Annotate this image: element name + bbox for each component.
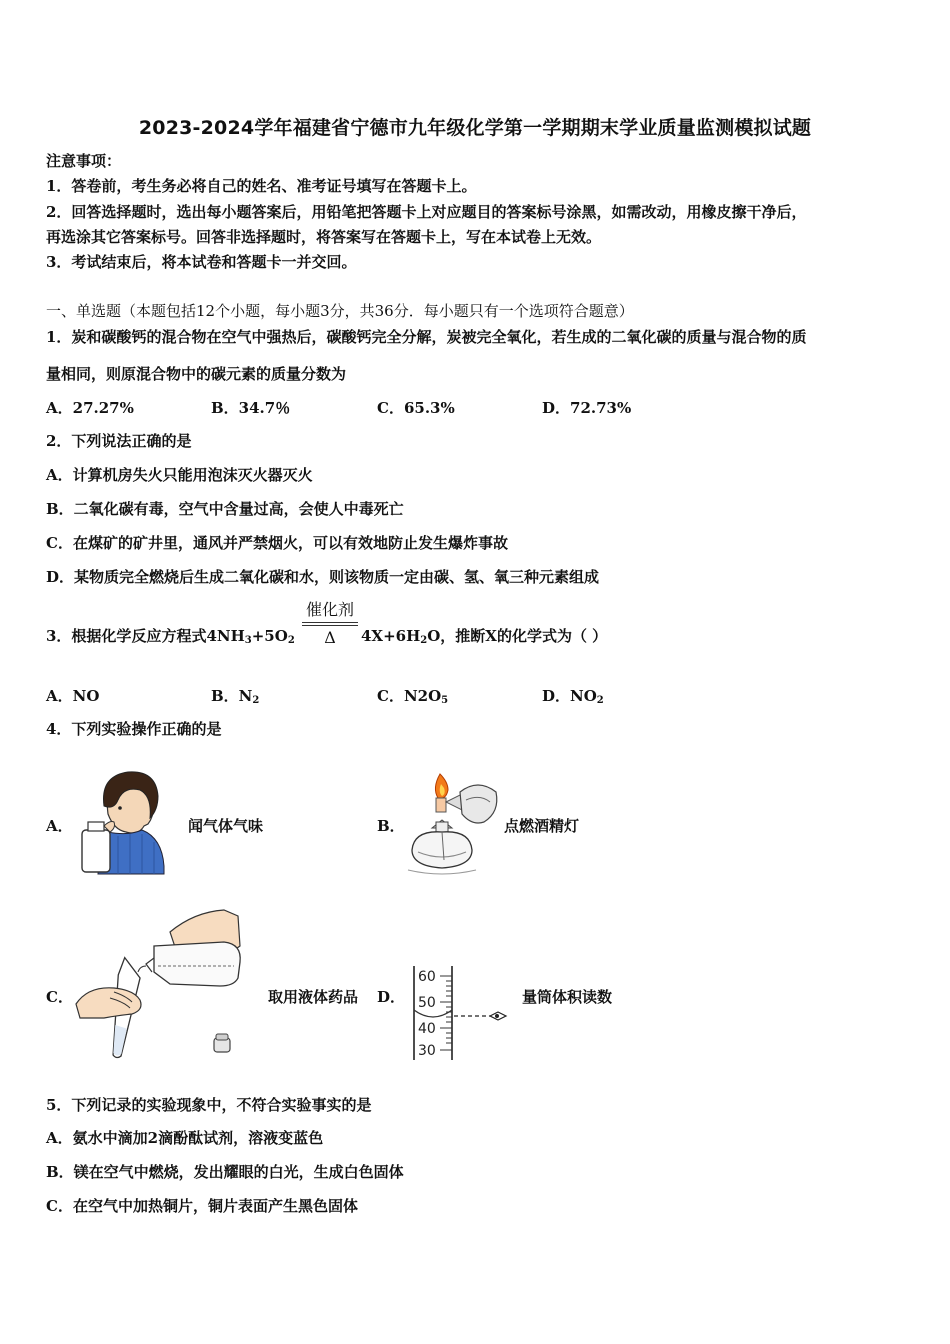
cylinder-tick-60: 60 [418, 969, 436, 985]
exam-title: 2023-2024学年福建省宁德市九年级化学第一学期期末学业质量监测模拟试题 [138, 117, 812, 139]
q4-option-b-letter: B． [377, 817, 405, 835]
notice-item-1: 1．答卷前，考生务必将自己的姓名、准考证号填写在答题卡上。 [46, 177, 477, 195]
q1-option-b: B．34.7％ [211, 399, 291, 417]
q1-option-c: C．65.3% [377, 399, 455, 417]
q4-option-a-caption: 闻气体气味 [188, 817, 264, 835]
cylinder-tick-30: 30 [418, 1043, 436, 1059]
q3-equation-left: 3．根据化学反应方程式$4NH_3+5O_2$ [46, 627, 295, 646]
q2-stem: 2．下列说法正确的是 [46, 432, 192, 450]
q5-stem: 5．下列记录的实验现象中，不符合实验事实的是 [46, 1096, 372, 1114]
pouring-liquid-illustration [74, 906, 246, 1060]
q2-option-c: C．在煤矿的矿井里，通风并严禁烟火，可以有效地防止发生爆炸事故 [46, 534, 508, 552]
graduated-cylinder-illustration [408, 964, 512, 1064]
q1-option-d: D．72.73% [542, 399, 632, 417]
q3-option-d: D．$NO_2$ [542, 687, 604, 706]
lighting-alcohol-lamp-illustration [402, 770, 502, 876]
q1-stem-line2: 量相同，则原混合物中的碳元素的质量分数为 [46, 365, 347, 383]
q3-option-c: C．$N2O_5$ [377, 687, 449, 706]
q1-stem-line1: 1．炭和碳酸钙的混合物在空气中强热后，碳酸钙完全分解，炭被完全氧化，若生成的二氧化碳的质量与混合物的质 [46, 328, 807, 346]
q4-stem: 4．下列实验操作正确的是 [46, 720, 222, 738]
cylinder-tick-40: 40 [418, 1021, 436, 1037]
notice-heading: 注意事项： [46, 152, 122, 170]
q3-reaction-condition [302, 600, 358, 648]
q2-option-a: A．计算机房失火只能用泡沫灭火器灭火 [46, 466, 313, 484]
q2-option-b: B．二氧化碳有毒，空气中含量过高，会使人中毒死亡 [46, 500, 404, 518]
notice-item-2-cont: 再选涂其它答案标号。回答非选择题时，将答案写在答题卡上，写在本试卷上无效。 [46, 228, 602, 246]
q3-equation-right: $4X+6H_2O$，推断X的化学式为（ ） [361, 627, 608, 646]
section-heading: 一、单选题（本题包括12个小题，每小题3分，共36分．每小题只有一个选项符合题意） [46, 302, 634, 320]
notice-item-2: 2．回答选择题时，选出每小题答案后，用铅笔把答题卡上对应题目的答案标号涂黑，如需改动，用橡皮擦干净后， [46, 203, 807, 221]
smelling-gas-illustration [78, 766, 170, 876]
q5-option-c: C．在空气中加热铜片，铜片表面产生黑色固体 [46, 1197, 358, 1215]
q5-option-b: B．镁在空气中燃烧，发出耀眼的白光，生成白色固体 [46, 1163, 404, 1181]
q4-option-c-letter: C． [46, 988, 73, 1006]
q3-option-b: B．$N_2$ [211, 687, 260, 706]
q4-option-a-letter: A． [46, 817, 73, 835]
q4-option-c-caption: 取用液体药品 [268, 988, 359, 1006]
q4-option-d-letter: D． [377, 988, 406, 1006]
equation-double-bar [302, 622, 358, 626]
q4-option-d-caption: 量筒体积读数 [522, 988, 613, 1006]
q1-option-a: A．27.27% [46, 399, 134, 417]
q5-option-a: A．氨水中滴加2滴酚酞试剂，溶液变蓝色 [46, 1129, 324, 1147]
heat-symbol: Δ [324, 628, 336, 647]
q2-option-d: D．某物质完全燃烧后生成二氧化碳和水，则该物质一定由碳、氢、氧三种元素组成 [46, 568, 600, 586]
cylinder-tick-50: 50 [418, 995, 436, 1011]
notice-item-3: 3．考试结束后，将本试卷和答题卡一并交回。 [46, 253, 357, 271]
q4-option-b-caption: 点燃酒精灯 [504, 817, 580, 835]
catalyst-label: 催化剂 [305, 600, 354, 619]
q3-option-a: A．NO [46, 687, 100, 705]
